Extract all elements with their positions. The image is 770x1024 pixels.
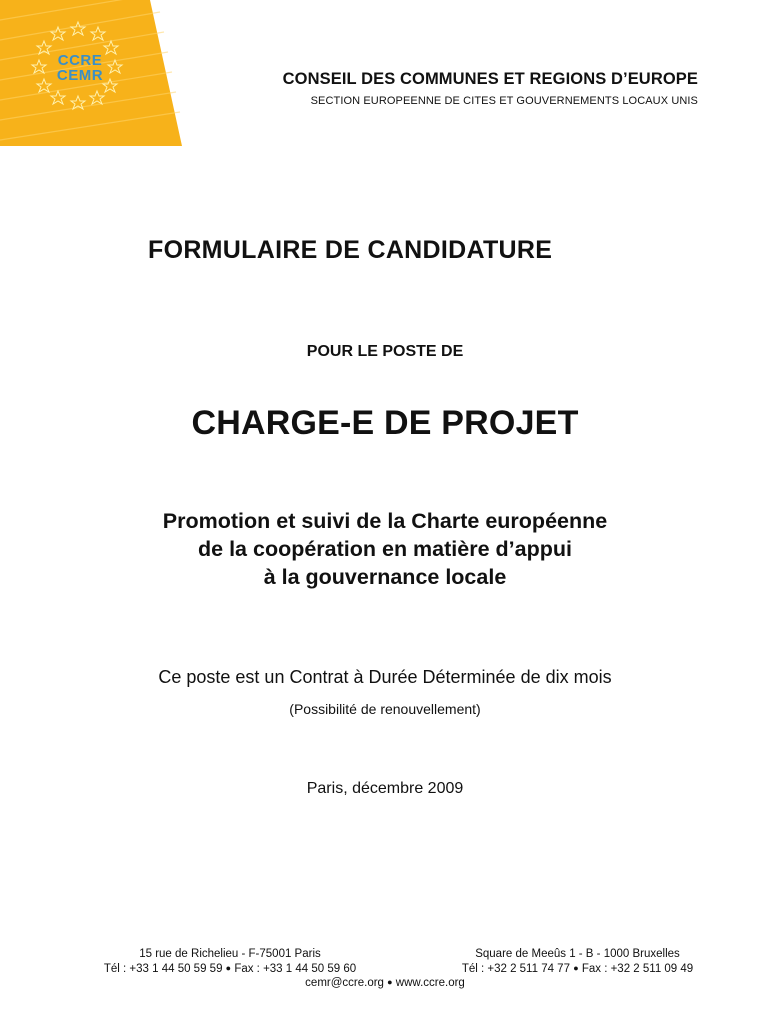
bullet-separator: ● <box>387 977 393 987</box>
logo-line-ccre: CCRE <box>57 52 103 69</box>
brussels-fax: Fax : +32 2 511 09 49 <box>581 963 694 975</box>
organization-name: CONSEIL DES COMMUNES ET REGIONS D’EUROPE <box>282 70 698 88</box>
paris-fax: Fax : +33 1 44 50 59 60 <box>234 963 357 975</box>
position-description <box>0 507 770 591</box>
paris-address: 15 rue de Richelieu - F-75001 Paris <box>139 948 321 960</box>
contract-statement: Ce poste est un Contrat à Durée Déterminée de dix mois <box>158 667 612 687</box>
logo <box>55 53 105 83</box>
logo-line-cemr: CEMR <box>56 67 104 84</box>
bullet-separator: ● <box>573 963 579 973</box>
email-link[interactable]: cemr@ccre.org <box>305 977 384 989</box>
footer-web <box>0 975 770 990</box>
paris-contacts <box>80 961 380 976</box>
for-position-label: POUR LE POSTE DE <box>306 343 464 360</box>
position-title: CHARGE-E DE PROJET <box>191 404 579 442</box>
renewal-note: (Possibilité de renouvellement) <box>289 701 481 717</box>
description-line: Promotion et suivi de la Charte européenne <box>162 509 608 533</box>
organization-header <box>283 70 698 107</box>
description-line: à la gouvernance locale <box>263 565 507 589</box>
footer-paris <box>80 947 380 976</box>
document-title: FORMULAIRE DE CANDIDATURE <box>148 236 553 264</box>
brussels-tel: Tél : +32 2 511 74 77 <box>461 963 570 975</box>
description-line: de la coopération en matière d’appui <box>198 537 572 561</box>
website-link[interactable]: www.ccre.org <box>395 977 465 989</box>
brussels-address: Square de Meeûs 1 - B - 1000 Bruxelles <box>475 948 680 960</box>
brussels-contacts <box>440 961 715 976</box>
paris-tel: Tél : +33 1 44 50 59 59 <box>103 963 223 975</box>
bullet-separator: ● <box>225 963 232 973</box>
place-date: Paris, décembre 2009 <box>306 780 464 797</box>
organization-subtitle: SECTION EUROPEENNE DE CITES ET GOUVERNEMENTS LOCAUX UNIS <box>310 95 698 107</box>
footer-brussels <box>440 947 715 976</box>
